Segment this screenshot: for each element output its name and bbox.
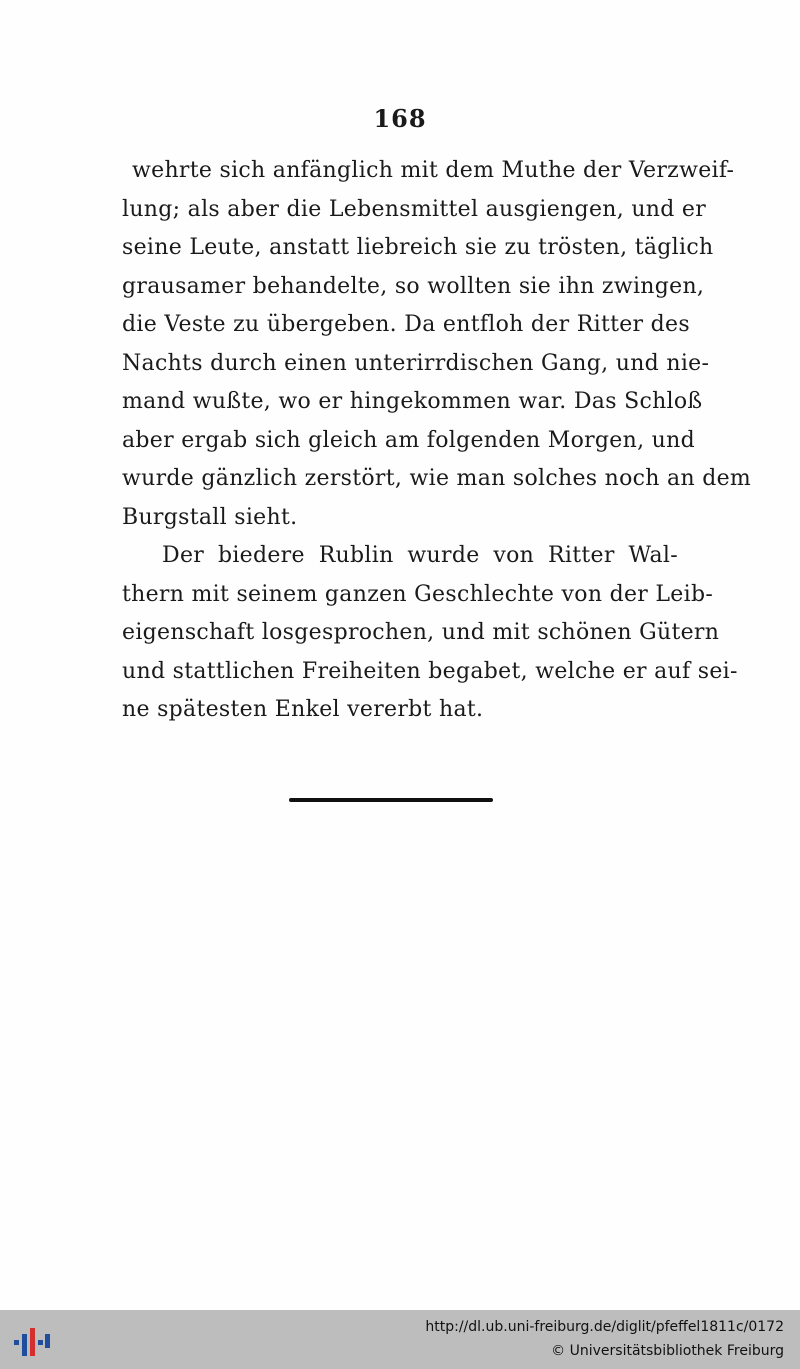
text-line: und stattlichen Freiheiten begabet, welche er auf sei- [122, 658, 738, 684]
text-line: wehrte sich anfänglich mit dem Muthe der Verzweif- [132, 158, 735, 183]
page-number: 168 [373, 104, 427, 133]
text-line: Burgstall sieht. [122, 504, 298, 530]
text-line: eigenschaft losgesprochen, und mit schönen Gütern [122, 620, 720, 645]
text-line: ne spätesten Enkel vererbt hat. [122, 697, 484, 722]
ub-freiburg-logo-icon[interactable] [12, 1320, 52, 1360]
end-divider [289, 798, 493, 802]
text-line: thern mit seinem ganzen Geschlechte von der Leib- [122, 581, 714, 607]
copyright-text: © Universitätsbibliothek Freiburg [551, 1343, 784, 1359]
text-line: aber ergab sich gleich am folgenden Morgen, und [122, 427, 696, 453]
source-url-link[interactable]: http://dl.ub.uni-freiburg.de/diglit/pfeffel1811c/0172 [425, 1319, 784, 1335]
text-line: mand wußte, wo er hingekommen war. Das Schloß [122, 389, 703, 414]
text-line: Nachts durch einen unterirrdischen Gang, und nie- [122, 350, 710, 376]
text-line: die Veste zu übergeben. Da entfloh der Ritter des [122, 312, 690, 337]
text-line: Der biedere Rublin wurde von Ritter Wal- [162, 543, 678, 568]
text-line: seine Leute, anstatt liebreich sie zu trösten, täglich [122, 235, 714, 260]
body-text [122, 152, 752, 730]
text-line: wurde gänzlich zerstört, wie man solches noch an dem [122, 466, 752, 491]
text-line: lung; als aber die Lebensmittel ausgiengen, und er [122, 196, 707, 222]
footer-bar [0, 1310, 800, 1369]
text-line: grausamer behandelte, so wollten sie ihn zwingen, [122, 273, 705, 299]
